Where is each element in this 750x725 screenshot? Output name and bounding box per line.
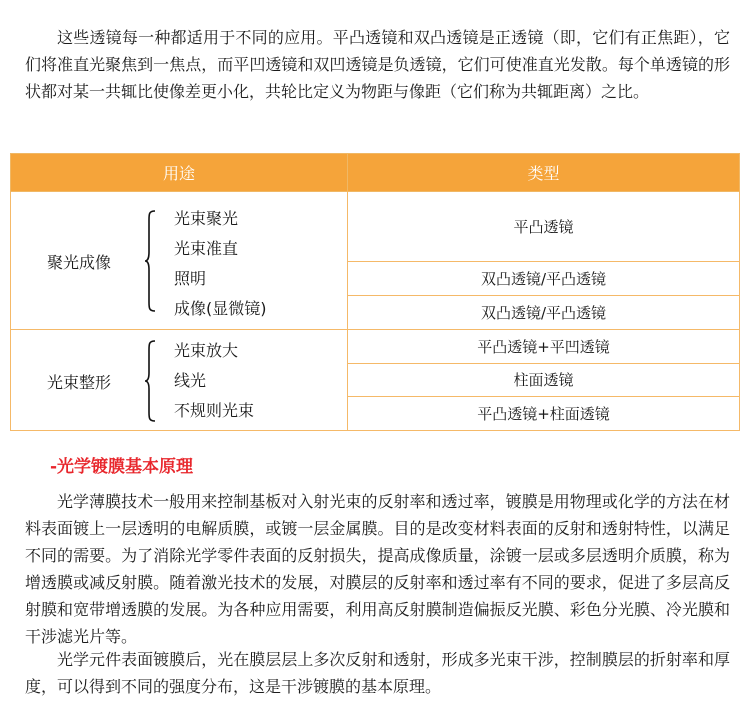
table-row	[11, 192, 740, 262]
type-cell: 平凸透镜	[348, 192, 740, 262]
use-item-list	[174, 336, 254, 426]
list-item: 光束聚光	[174, 209, 239, 228]
type-cell: 平凸透镜+平凹透镜	[348, 330, 740, 364]
list-item: 成像(显微镜)	[174, 299, 267, 318]
curly-brace-icon	[144, 340, 156, 422]
use-item-list	[174, 204, 267, 324]
table-header-row	[11, 154, 740, 192]
use-category: 光束整形	[47, 373, 112, 392]
type-cell: 柱面透镜	[348, 363, 740, 397]
header-use: 用途	[11, 154, 348, 192]
lens-usage-table	[10, 153, 740, 431]
list-item: 不规则光束	[174, 401, 255, 420]
use-group-shaping	[11, 330, 348, 431]
list-item: 线光	[174, 371, 207, 390]
list-item: 光束准直	[174, 239, 239, 258]
curly-brace-icon	[144, 210, 156, 312]
section-title: -光学镀膜基本原理	[50, 457, 194, 477]
intro-paragraph: 这些透镜每一种都适用于不同的应用。平凸透镜和双凸透镜是正透镜（即，它们有正焦距），它们将准直光聚焦到一焦点，而平凹透镜和双凹透镜是负透镜，它们可使准直光发散。每个单透镜的形状都对某一共辄比使像差更小化，共轮比定义为物距与像距（它们称为共辄距离）之比。	[25, 28, 730, 101]
use-category: 聚光成像	[47, 253, 112, 272]
coating-paragraph-1: 光学薄膜技术一般用来控制基板对入射光束的反射率和透过率，镀膜是用物理或化学的方法在材料表面镀上一层透明的电解质膜，或镀一层金属膜。目的是改变材料表面的反射和透射特性，以满足不同的需要。为了消除光学零件表面的反射损失，提高成像质量，涂镀一层或多层透明介质膜，称为增透膜或减反射膜。随着激光技术的发展，对膜层的反射率和透过率有不同的要求，促进了多层高反射膜和宽带增透膜的发展。为各种应用需要，利用高反射膜制造偏振反光膜、彩色分光膜、冷光膜和干涉滤光片等。	[25, 492, 730, 646]
type-cell: 平凸透镜+柱面透镜	[348, 397, 740, 431]
header-type: 类型	[348, 154, 740, 192]
table-row	[11, 330, 740, 364]
list-item: 照明	[174, 269, 207, 288]
list-item: 光束放大	[174, 341, 239, 360]
coating-paragraph-2: 光学元件表面镀膜后，光在膜层层上多次反射和透射，形成多光束干涉，控制膜层的折射率和厚度，可以得到不同的强度分布，这是干涉镀膜的基本原理。	[25, 650, 730, 696]
type-cell: 双凸透镜/平凸透镜	[348, 262, 740, 296]
type-cell: 双凸透镜/平凸透镜	[348, 296, 740, 330]
use-group-focusing	[11, 192, 348, 330]
